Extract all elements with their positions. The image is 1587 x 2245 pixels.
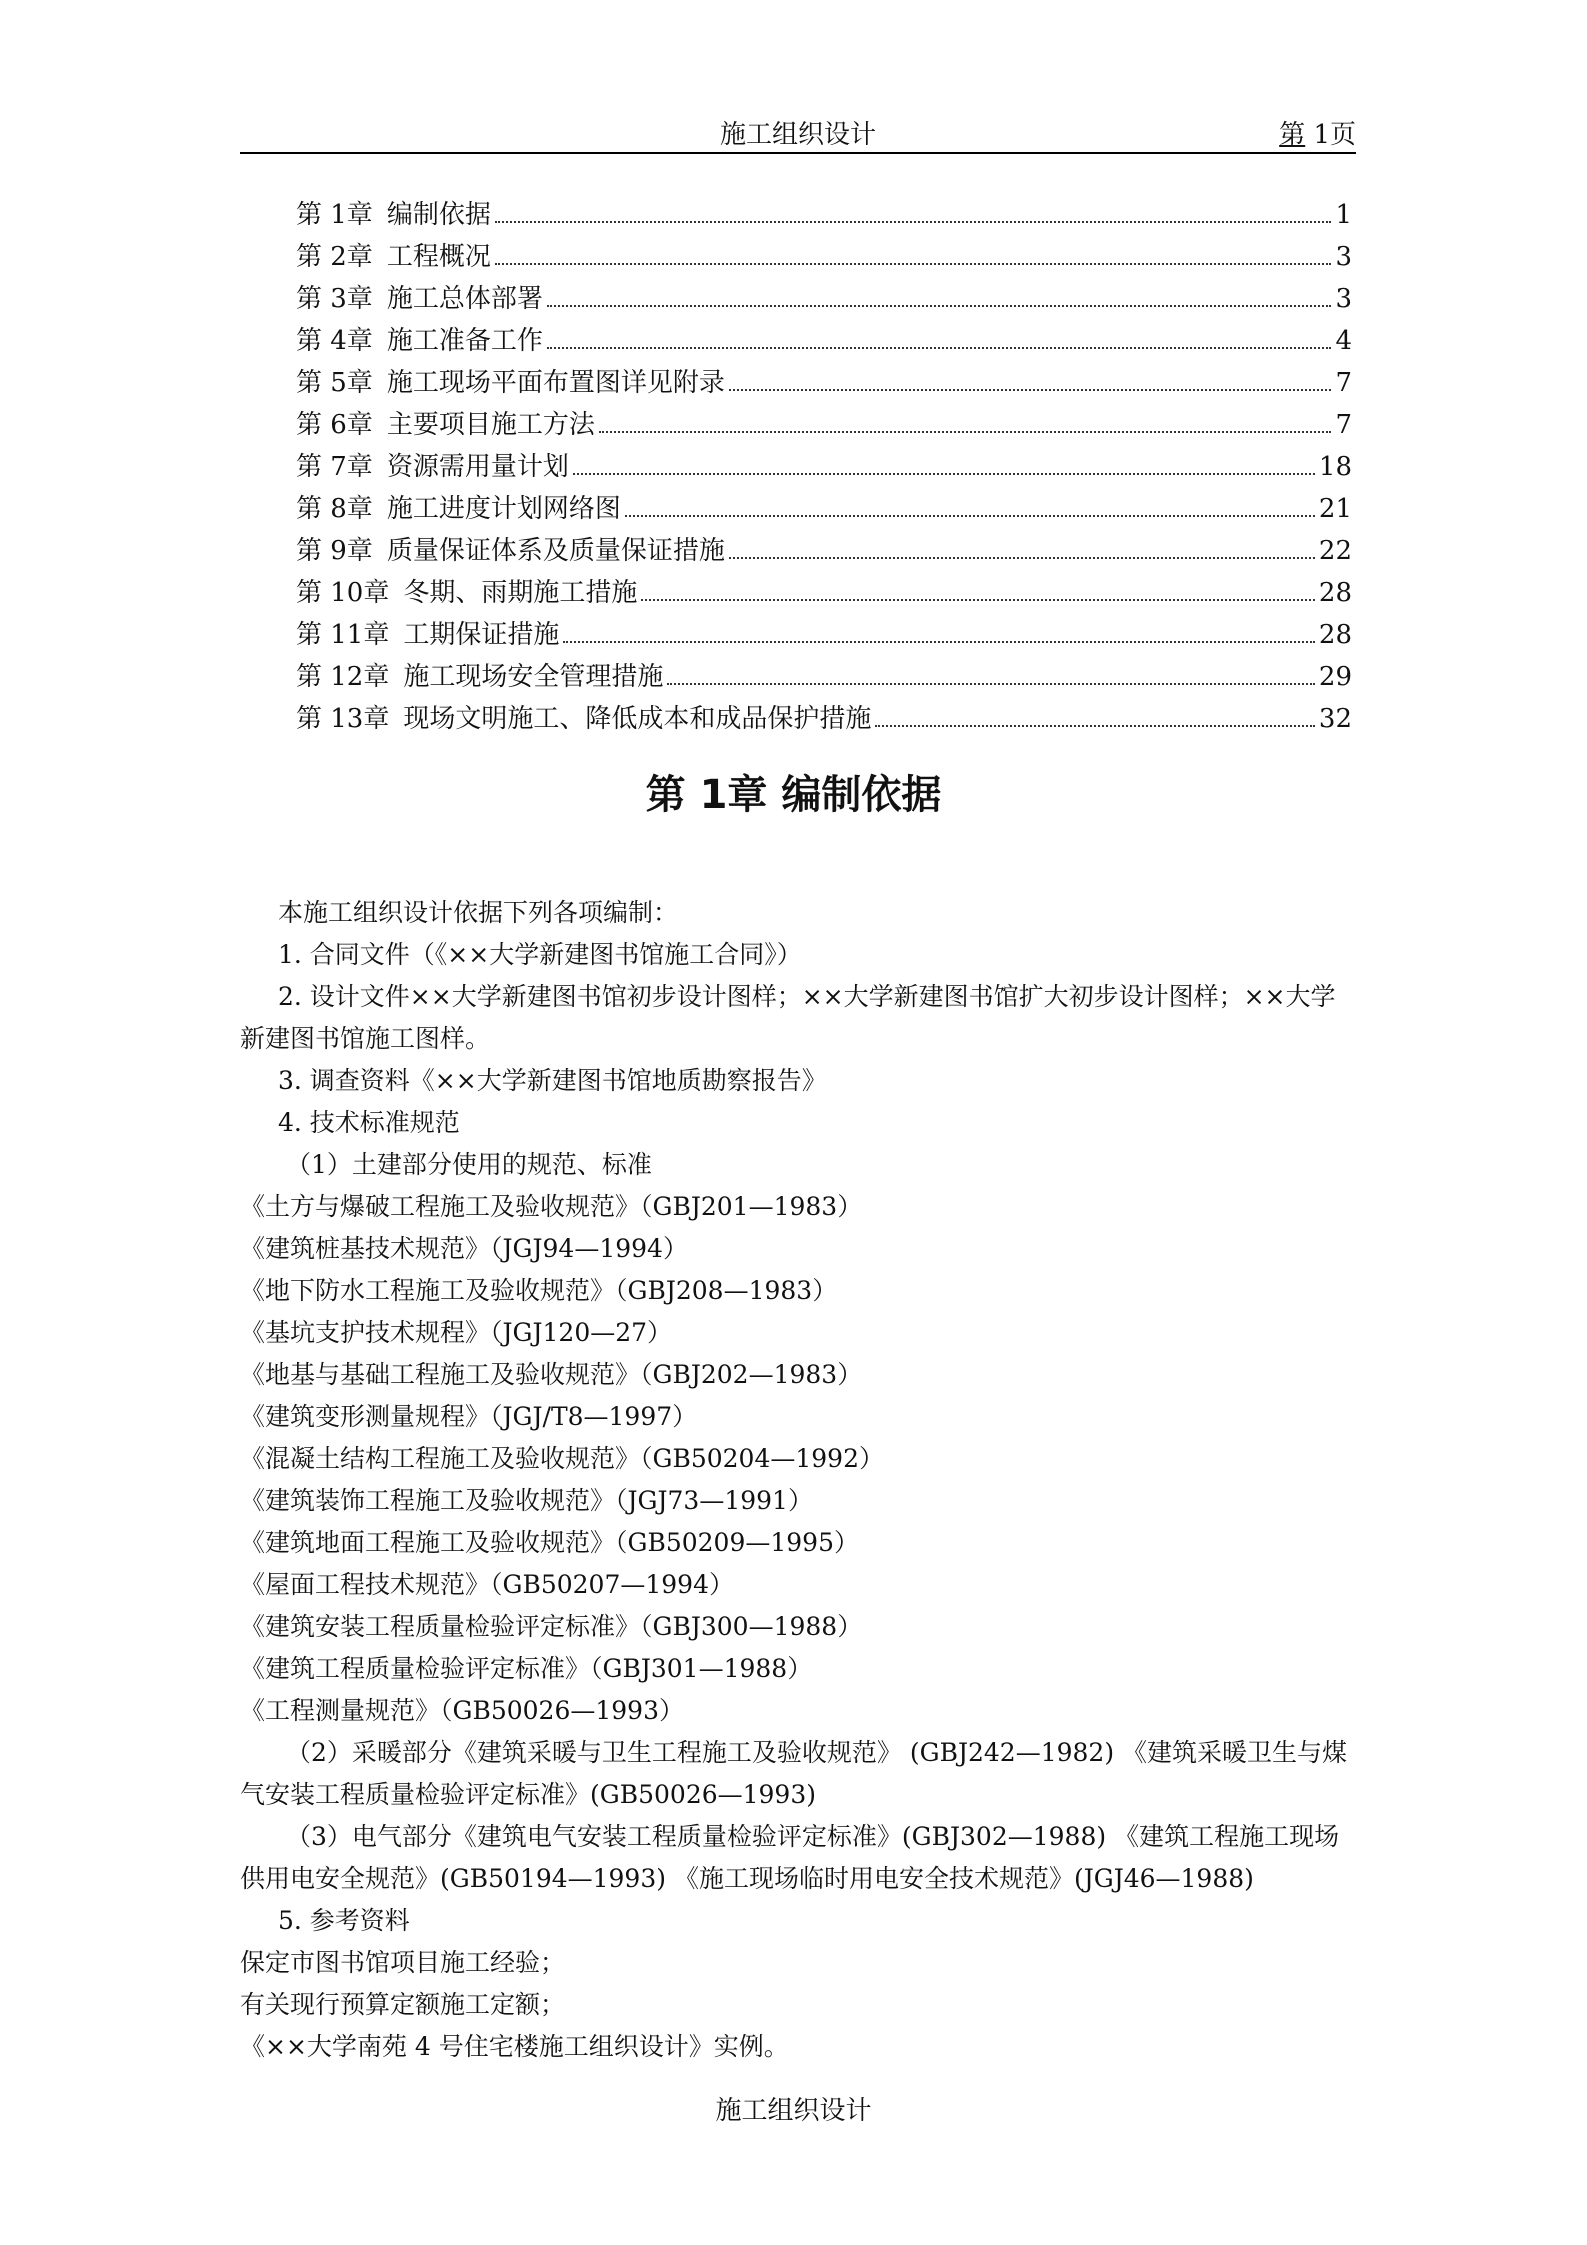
body-item-2: 2. 设计文件××大学新建图书馆初步设计图样；××大学新建图书馆扩大初步设计图样；××大学新建图书馆施工图样。 bbox=[240, 982, 1336, 1053]
toc-chapter-number: 第 13章 bbox=[296, 704, 390, 734]
standard-item: 《基坑支护技术规程》（JGJ120—27） bbox=[240, 1318, 673, 1347]
toc-chapter-number: 第 8章 bbox=[296, 494, 373, 524]
toc-leader-dots bbox=[495, 221, 1332, 223]
standard-item: 《建筑安装工程质量检验评定标准》（GBJ300—1988） bbox=[240, 1612, 863, 1641]
toc-chapter-number: 第 3章 bbox=[296, 284, 373, 314]
toc-entry[interactable] bbox=[296, 404, 1352, 446]
chapter-title: 第 1章 编制依据 bbox=[645, 772, 942, 818]
toc-leader-dots bbox=[875, 725, 1315, 727]
standard-item: 《建筑装饰工程施工及验收规范》（JGJ73—1991） bbox=[240, 1486, 813, 1515]
toc-chapter-number: 第 2章 bbox=[296, 242, 373, 272]
page-header bbox=[240, 108, 1356, 154]
toc-entry[interactable] bbox=[296, 614, 1352, 656]
toc-entry[interactable] bbox=[296, 446, 1352, 488]
toc-chapter-title: 现场文明施工、降低成本和成品保护措施 bbox=[403, 704, 872, 734]
toc-leader-dots bbox=[573, 473, 1315, 475]
toc-chapter-number: 第 7章 bbox=[296, 452, 373, 482]
toc-entry[interactable] bbox=[296, 530, 1352, 572]
header-title: 施工组织设计 bbox=[719, 120, 876, 150]
standards-list bbox=[240, 1186, 1356, 1732]
toc-chapter-number: 第 12章 bbox=[296, 662, 390, 692]
toc-leader-dots bbox=[599, 431, 1332, 433]
toc-leader-dots bbox=[667, 683, 1315, 685]
standard-item: 《工程测量规范》（GB50026—1993） bbox=[240, 1696, 684, 1725]
toc-page-number: 28 bbox=[1318, 578, 1352, 608]
toc-chapter-title: 施工现场安全管理措施 bbox=[403, 662, 664, 692]
toc-chapter-number: 第 11章 bbox=[296, 620, 390, 650]
standard-item: 《建筑地面工程施工及验收规范》（GB50209—1995） bbox=[240, 1528, 859, 1557]
header-page-number bbox=[1279, 114, 1356, 151]
toc-page-number: 29 bbox=[1318, 662, 1352, 692]
toc-chapter-title: 质量保证体系及质量保证措施 bbox=[386, 536, 725, 566]
reference-item: 《××大学南苑 4 号住宅楼施工组织设计》实例。 bbox=[240, 2032, 789, 2061]
toc-chapter-title: 资源需用量计划 bbox=[386, 452, 569, 482]
body-item-5: 5. 参考资料 bbox=[278, 1906, 410, 1935]
standard-item: 《混凝土结构工程施工及验收规范》（GB50204—1992） bbox=[240, 1444, 884, 1473]
toc-chapter-number: 第 1章 bbox=[296, 200, 373, 230]
standard-item: 《建筑桩基技术规范》（JGJ94—1994） bbox=[240, 1234, 688, 1263]
toc-chapter-title: 施工总体部署 bbox=[386, 284, 543, 314]
toc-entry[interactable] bbox=[296, 488, 1352, 530]
toc-leader-dots bbox=[641, 599, 1315, 601]
toc-leader-dots bbox=[547, 305, 1332, 307]
toc-chapter-title: 施工准备工作 bbox=[386, 326, 543, 356]
toc-entry[interactable] bbox=[296, 278, 1352, 320]
toc-page-number: 1 bbox=[1335, 200, 1352, 230]
document-body bbox=[240, 892, 1356, 2068]
standard-item: 《地下防水工程施工及验收规范》（GBJ208—1983） bbox=[240, 1276, 838, 1305]
toc-chapter-title: 主要项目施工方法 bbox=[386, 410, 595, 440]
toc-chapter-number: 第 6章 bbox=[296, 410, 373, 440]
toc-leader-dots bbox=[547, 347, 1332, 349]
toc-chapter-title: 冬期、雨期施工措施 bbox=[403, 578, 638, 608]
toc-chapter-title: 施工现场平面布置图详见附录 bbox=[386, 368, 725, 398]
reference-item: 保定市图书馆项目施工经验； bbox=[240, 1948, 566, 1977]
page-footer: 施工组织设计 bbox=[715, 2096, 872, 2126]
body-sub-1: （1）土建部分使用的规范、标准 bbox=[286, 1150, 652, 1179]
toc-entry[interactable] bbox=[296, 320, 1352, 362]
toc-chapter-title: 工程概况 bbox=[386, 242, 491, 272]
toc-entry[interactable] bbox=[296, 236, 1352, 278]
header-page-value: 1页 bbox=[1313, 120, 1356, 150]
toc-chapter-number: 第 10章 bbox=[296, 578, 390, 608]
standard-item: 《建筑工程质量检验评定标准》（GBJ301—1988） bbox=[240, 1654, 813, 1683]
body-item-1: 1. 合同文件（《××大学新建图书馆施工合同》） bbox=[278, 940, 802, 969]
toc-page-number: 21 bbox=[1318, 494, 1352, 524]
standard-item: 《建筑变形测量规程》（JGJ/T8—1997） bbox=[240, 1402, 698, 1431]
standard-item: 《土方与爆破工程施工及验收规范》（GBJ201—1983） bbox=[240, 1192, 863, 1221]
toc-chapter-title: 工期保证措施 bbox=[403, 620, 560, 650]
toc-chapter-number: 第 5章 bbox=[296, 368, 373, 398]
toc-entry[interactable] bbox=[296, 362, 1352, 404]
toc-page-number: 18 bbox=[1318, 452, 1352, 482]
toc-chapter-title: 编制依据 bbox=[386, 200, 491, 230]
body-sub-3: （3）电气部分《建筑电气安装工程质量检验评定标准》(GBJ302—1988) 《建筑工程施工现场供用电安全规范》(GB50194—1993) 《施工现场临时用电安全技术规范》(JGJ46—1988) bbox=[240, 1822, 1340, 1893]
toc-chapter-title: 施工进度计划网络图 bbox=[386, 494, 621, 524]
toc-leader-dots bbox=[729, 389, 1332, 391]
body-item-4: 4. 技术标准规范 bbox=[278, 1108, 460, 1137]
toc-leader-dots bbox=[729, 557, 1315, 559]
toc-leader-dots bbox=[495, 263, 1332, 265]
toc-page-number: 28 bbox=[1318, 620, 1352, 650]
standard-item: 《屋面工程技术规范》（GB50207—1994） bbox=[240, 1570, 734, 1599]
toc-entry[interactable] bbox=[296, 572, 1352, 614]
toc-entry[interactable] bbox=[296, 698, 1352, 740]
toc-page-number: 22 bbox=[1318, 536, 1352, 566]
toc-chapter-number: 第 9章 bbox=[296, 536, 373, 566]
toc-chapter-number: 第 4章 bbox=[296, 326, 373, 356]
toc-page-number: 4 bbox=[1335, 326, 1352, 356]
toc-page-number: 3 bbox=[1335, 242, 1352, 272]
toc-page-number: 3 bbox=[1335, 284, 1352, 314]
header-page-prefix: 第 bbox=[1279, 120, 1306, 150]
reference-item: 有关现行预算定额施工定额； bbox=[240, 1990, 566, 2019]
body-sub-2: （2）采暖部分《建筑采暖与卫生工程施工及验收规范》 (GBJ242—1982) 《建筑采暖卫生与煤气安装工程质量检验评定标准》(GB50026—1993) bbox=[240, 1738, 1348, 1809]
references-list bbox=[240, 1942, 1356, 2068]
toc-leader-dots bbox=[625, 515, 1315, 517]
toc-page-number: 7 bbox=[1335, 368, 1352, 398]
body-item-3: 3. 调查资料《××大学新建图书馆地质勘察报告》 bbox=[278, 1066, 827, 1095]
body-intro: 本施工组织设计依据下列各项编制： bbox=[278, 898, 679, 927]
toc-page-number: 7 bbox=[1335, 410, 1352, 440]
toc-entry[interactable] bbox=[296, 656, 1352, 698]
toc-page-number: 32 bbox=[1318, 704, 1352, 734]
toc-entry[interactable] bbox=[296, 194, 1352, 236]
standard-item: 《地基与基础工程施工及验收规范》（GBJ202—1983） bbox=[240, 1360, 863, 1389]
toc-leader-dots bbox=[563, 641, 1315, 643]
table-of-contents bbox=[296, 194, 1352, 740]
